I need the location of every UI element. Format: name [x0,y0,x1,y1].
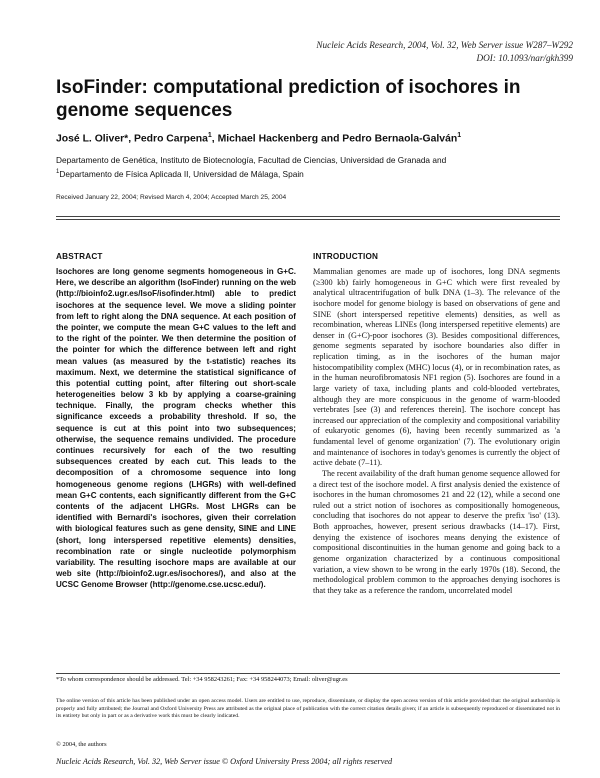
header-divider [56,216,560,217]
affiliation-line: $^1$Departamento de Física Aplicada II, Universidad de Málaga, Spain [56,168,304,179]
affiliation-marker: 1 [457,132,462,139]
introduction-text [313,267,560,675]
header-divider [56,219,560,220]
open-access-license: The online version of this article has been published under an open access model. Users are entitled to use, reproduce, disseminate, or display the open access version of this article provided that: the original authorship is properly and fully attributed; the Journal and Oxford University Press are attributed as the original place of publication with the correct citation details given; if an article is subsequently reproduced or disseminated not in its entirety but only in part or as a derivative work this must be clearly indicated. [56,698,560,720]
copyright-notice: © 2004, the authors [56,741,107,748]
author-group-1: José L. Oliver*, Pedro Carpena [56,133,208,145]
correspondence-footnote: *To whom correspondence should be addressed. Tel: +34 958243261; Fax: +34 958244073; Email: oliver@ugr.es [56,676,348,683]
journal-citation-line: Nucleic Acids Research, 2004, Vol. 32, Web Server issue W287–W292 [316,40,573,50]
affiliation-marker: 1 [207,132,212,139]
journal-header [316,39,573,64]
page-footer: Nucleic Acids Research, Vol. 32, Web Server issue © Oxford University Press 2004; all rights reserved [56,757,393,766]
author-group-2: , Michael Hackenberg and Pedro Bernaola-Galván [211,133,458,145]
abstract-text: Isochores are long genome segments homogeneous in G+C. Here, we describe an algorithm (IsoFinder) running on the web (http://bioinfo2.ugr.es/IsoF/isofinder.html) able to predict isochores at the sequence level. We move a sliding pointer from left to right along the DNA sequence. At each position of the pointer, we compute the mean G+C values to the left and to the right of the pointer. We then determine the position of the pointer for which the difference between left and right mean values (as measured by the t-statistic) reaches its maximum. Next, we determine the statistical significance of this potential cutting point, after filtering out short-scale heterogeneities below 3 kb by applying a coarse-graining technique. Finally, the program checks whether this significance exceeds a probability threshold. If so, the sequence is cut at this point into two subsequences; otherwise, the sequence remains undivided. The procedure continues recursively for each of the two resulting subsequences created by each cut. This leads to the decomposition of a chromosome sequence into long homogeneous genome regions (LHGRs) with well-defined mean G+C contents, each significantly different from the G+C contents of the adjacent LHGRs. Most LHGRs can be identified with Bernardi's isochores, given their correlation with biological features such as gene density, SINE and LINE (short, long interspersed repetitive elements) densities, recombination rate or single nucleotide polymorphism variability. The resulting isochore maps are available at our web site (http://bioinfo2.ugr.es/isochores/), and also at the UCSC Genome Browser (http://genome.cse.ucsc.edu/). [56,267,296,590]
author-list [56,129,566,145]
affiliation-line: Departamento de Genética, Instituto de Biotecnología, Facultad de Ciencias, Universidad de Granada and [56,155,447,165]
abstract-heading: ABSTRACT [56,252,103,261]
affiliations [56,155,576,180]
introduction-heading: INTRODUCTION [313,252,379,261]
article-title: IsoFinder: computational prediction of isochores in genome sequences [56,77,521,121]
paragraph: Mammalian genomes are made up of isochores, long DNA segments (≥300 kb) fairly homogeneous in G+C which were first revealed by analytical ultracentrifugation of bulk DNA (1–3). The relevance of the isochore model for genome biology is based on observations of gene and SINE (short interspersed repetitive elements) densities, as well as recombination, whereas LINEs (long interspersed repetitive elements) are denser in (G+C)-poor isochores (3). Besides compositional differences, genome segments separated by isochore boundaries also differ in replication timing, as in the isochores of the human major histocompatibility complex (MHC) locus (4), or in recombination rates, as in the human neurofibromatosis NF1 region (5). Isochores are found in a large variety of taxa, including plants and cold-blooded vertebrates, although they are more conspicuous in the genome of warm-blooded vertebrates [see (3) and references therein]. The isochore concept has increased our appreciation of the complexity and compositional variability of eukaryotic genomes (6), having been recently summarized as 'a fundamental level of genome organization' (7). The evolutionary origin and maintenance of isochores in today's genomes is currently the object of active debate (7–11). [313,267,560,468]
doi-line[interactable]: DOI: 10.1093/nar/gkh399 [476,52,573,63]
footnote-divider [56,673,560,674]
received-dates: Received January 22, 2004; Revised March 4, 2004; Accepted March 25, 2004 [56,194,287,201]
paragraph: The recent availability of the draft human genome sequence allowed for a direct test of the isochore model. A first analysis denied the existence of isochores in the human chromosomes 21 and 22 (12), while a second one ruled out a strict notion of isochores as compositionally homogeneous, concluding that isochores do not appear to deserve the prefix 'iso' (13). Both approaches, however, present serious drawbacks (14–17). First, denying the existence of isochores means denying the existence of compositional discontinuities in the human genome and going back to a genome organization characterized by a continuous compositional variation, a view shown to be wrong in the early 1970s (18). Second, the methodological problem common to the approaches denying isochores is that they take as a reference the random, uncorrelated model [313,468,560,595]
affiliation-marker: 1 [56,168,60,175]
